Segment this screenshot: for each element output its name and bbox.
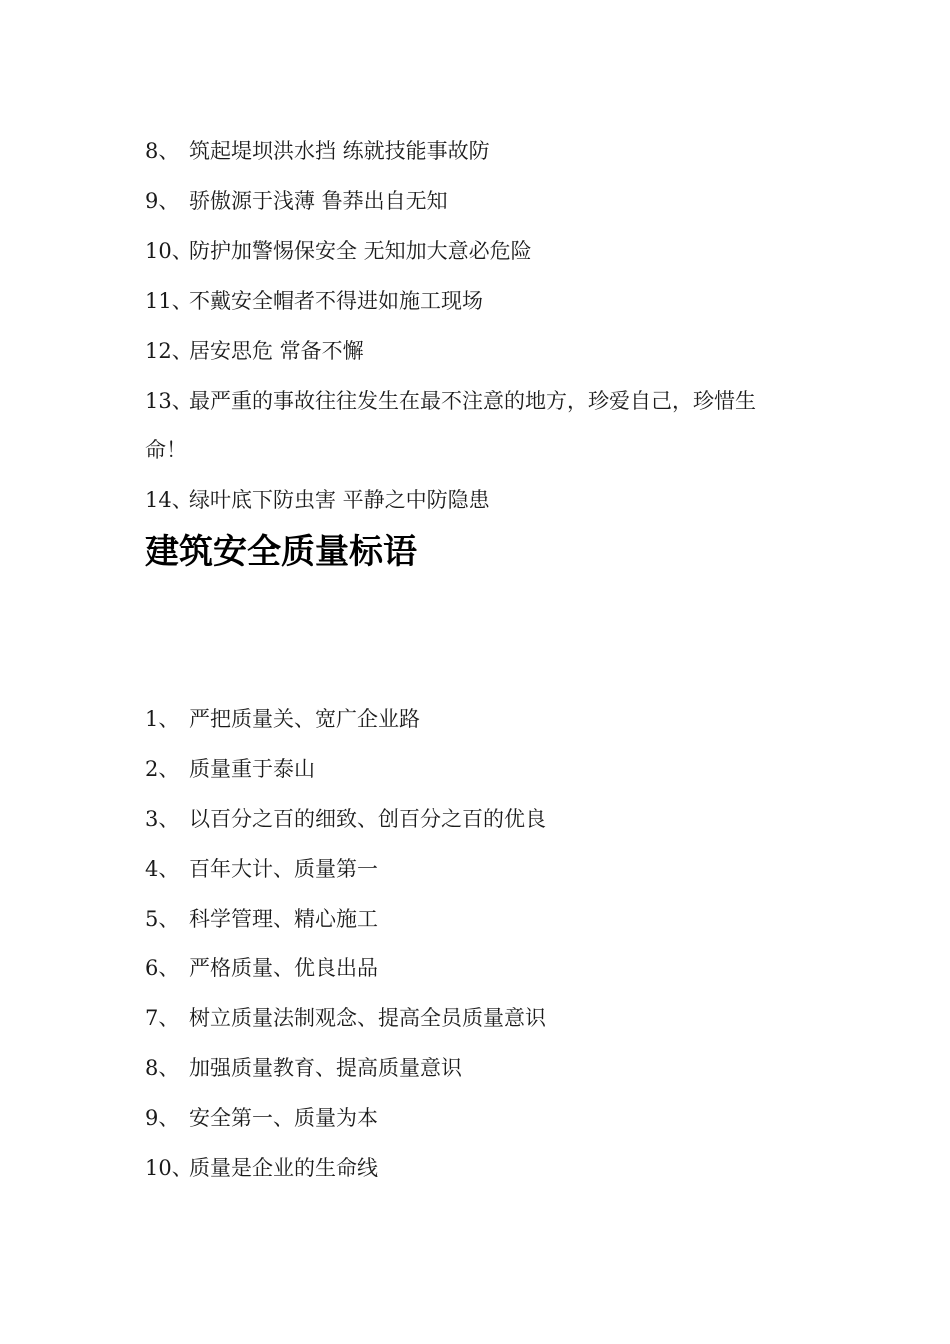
list-item xyxy=(145,756,825,782)
item-text: 骄傲源于浅薄 鲁莽出自无知 xyxy=(189,189,448,213)
list-item xyxy=(145,288,825,314)
item-number: 3、 xyxy=(145,807,180,831)
item-text: 居安思危 常备不懈 xyxy=(189,339,364,363)
item-text: 树立质量法制观念、提高全员质量意识 xyxy=(189,1006,546,1030)
item-text: 不戴安全帽者不得进如施工现场 xyxy=(189,289,483,313)
list-item xyxy=(145,706,825,732)
item-text: 加强质量教育、提高质量意识 xyxy=(189,1056,462,1080)
item-number: 1、 xyxy=(145,707,180,731)
item-number: 8、 xyxy=(145,1056,180,1080)
item-number: 9、 xyxy=(145,1106,180,1130)
item-number: 7、 xyxy=(145,1006,180,1030)
item-number: 10、 xyxy=(145,1156,193,1180)
item-text: 最严重的事故往往发生在最不注意的地方，珍爱自己，珍惜生 xyxy=(189,389,756,413)
item-number: 2、 xyxy=(145,757,180,781)
item-text: 防护加警惕保安全 无知加大意必危险 xyxy=(189,239,532,263)
item-text: 严格质量、优良出品 xyxy=(189,956,378,980)
item-number: 14、 xyxy=(145,488,193,512)
item-number: 4、 xyxy=(145,857,180,881)
list-item xyxy=(145,487,825,513)
list-item xyxy=(145,1055,825,1081)
item-text: 筑起堤坝洪水挡 练就技能事故防 xyxy=(189,139,490,163)
item-text: 安全第一、质量为本 xyxy=(189,1106,378,1130)
item-text-continuation: 命！ xyxy=(145,438,187,462)
list-item xyxy=(145,1105,825,1131)
item-number: 8、 xyxy=(145,139,180,163)
item-text: 以百分之百的细致、创百分之百的优良 xyxy=(189,807,546,831)
item-text: 绿叶底下防虫害 平静之中防隐患 xyxy=(189,488,490,512)
item-number: 5、 xyxy=(145,907,180,931)
list-item xyxy=(145,388,825,414)
list-item xyxy=(145,138,825,164)
item-text: 质量是企业的生命线 xyxy=(189,1156,378,1180)
list-item xyxy=(145,1005,825,1031)
item-number: 13、 xyxy=(145,389,193,413)
list-item xyxy=(145,188,825,214)
list-item-continuation xyxy=(145,437,825,463)
item-text: 百年大计、质量第一 xyxy=(189,857,378,881)
item-text: 严把质量关、宽广企业路 xyxy=(189,707,420,731)
item-text: 科学管理、精心施工 xyxy=(189,907,378,931)
list-item xyxy=(145,238,825,264)
section-title: 建筑安全质量标语 xyxy=(145,532,417,572)
list-item xyxy=(145,806,825,832)
list-item xyxy=(145,856,825,882)
list-item xyxy=(145,338,825,364)
list-item xyxy=(145,906,825,932)
item-number: 6、 xyxy=(145,956,180,980)
item-number: 12、 xyxy=(145,339,193,363)
item-number: 11、 xyxy=(145,289,193,313)
list-item xyxy=(145,1155,825,1181)
item-number: 10、 xyxy=(145,239,193,263)
list-item xyxy=(145,955,825,981)
item-text: 质量重于泰山 xyxy=(189,757,315,781)
item-number: 9、 xyxy=(145,189,180,213)
